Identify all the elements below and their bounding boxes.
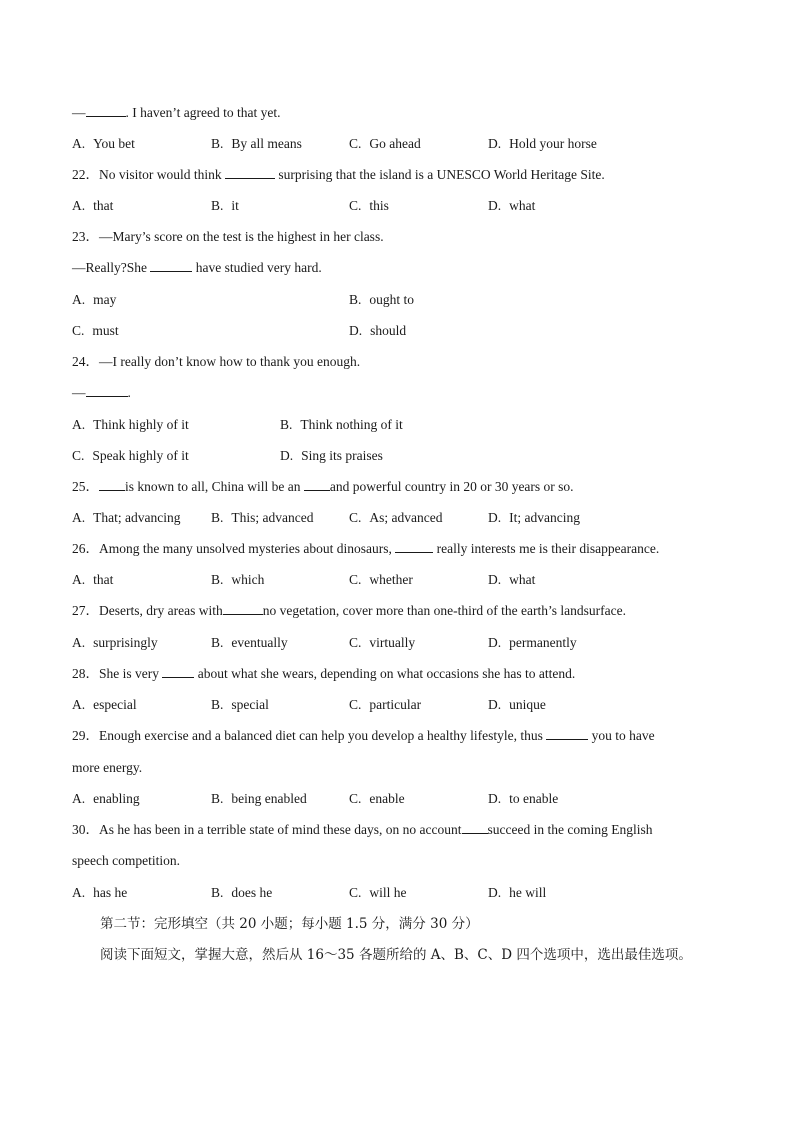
option-c: C. Go ahead [349, 136, 421, 151]
option-b: B. it [211, 198, 239, 213]
option-c: C. As; advanced [349, 510, 443, 525]
answer-blank [162, 665, 194, 678]
question-26-stem: 26．Among the many unsolved mysteries about dinosaurs, really interests me is their disappearance. [72, 541, 660, 556]
answer-blank [546, 727, 588, 740]
option-d: D. It; advancing [488, 510, 580, 525]
option-b: B. This; advanced [211, 510, 314, 525]
option-c: C. whether [349, 572, 413, 587]
option-c: C. particular [349, 697, 422, 712]
answer-blank [223, 602, 263, 615]
option-a: A. has he [72, 885, 128, 900]
option-d: D. permanently [488, 635, 577, 650]
option-c: C. must [72, 323, 119, 338]
question-25-stem: 25． is known to all, China will be an and powerful country in 20 or 30 years or so. [72, 479, 574, 494]
option-a: A. that [72, 572, 114, 587]
option-d: D. should [349, 323, 407, 338]
question-27-stem: 27．Deserts, dry areas with no vegetation, cover more than one-third of the earth’s landsurface. [72, 603, 626, 618]
question-28-stem: 28．She is very about what she wears, depending on what occasions she has to attend. [72, 666, 576, 681]
option-d: D. what [488, 572, 536, 587]
question-text: . I haven’t agreed to that yet. [125, 105, 281, 120]
option-d: D. Sing its praises [280, 448, 383, 463]
option-a: A. especial [72, 697, 137, 712]
option-c: C. will he [349, 885, 407, 900]
question-24-line2: — . [72, 385, 131, 400]
option-c: C. this [349, 198, 389, 213]
section-heading: 第二节：完形填空（共 20 小题；每小题 1.5 分，满分 30 分） [100, 916, 479, 932]
option-b: B. special [211, 697, 269, 712]
answer-blank [86, 104, 126, 117]
question-30-stem: 30．As he has been in a terrible state of mind these days, on no account succeed in the coming English [72, 822, 653, 837]
option-c: C. enable [349, 791, 405, 806]
option-b: B. does he [211, 885, 273, 900]
question-22-stem: 22．No visitor would think surprising that the island is a UNESCO World Heritage Site. [72, 167, 605, 182]
option-b: B. being enabled [211, 791, 307, 806]
section-instruction: 阅读下面短文，掌握大意，然后从 16～35 各题所给的 A、B、C、D 四个选项中，选出最佳选项。 [100, 947, 692, 963]
option-d: D. to enable [488, 791, 559, 806]
option-b: B. which [211, 572, 265, 587]
option-b: B. eventually [211, 635, 288, 650]
option-a: A. that [72, 198, 114, 213]
question-23-line2: —Really?She have studied very hard. [72, 260, 322, 275]
dash: — [72, 105, 86, 120]
question-29-stem: 29．Enough exercise and a balanced diet can help you develop a healthy lifestyle, thus you to have [72, 728, 655, 743]
option-a: A. enabling [72, 791, 140, 806]
option-a: A. That; advancing [72, 510, 181, 525]
option-c: C. virtually [349, 635, 416, 650]
option-a: A. surprisingly [72, 635, 158, 650]
option-d: D. what [488, 198, 536, 213]
option-d: D. he will [488, 885, 547, 900]
option-b: B. Think nothing of it [280, 417, 403, 432]
option-d: D. unique [488, 697, 546, 712]
answer-blank [462, 821, 488, 834]
question-29-line2: more energy. [72, 760, 143, 775]
answer-blank [304, 478, 330, 491]
option-b: B. By all means [211, 136, 302, 151]
option-a: A. may [72, 292, 117, 307]
answer-blank [150, 259, 192, 272]
option-a: A. You bet [72, 136, 135, 151]
question-24-stem: 24．—I really don’t know how to thank you enough. [72, 354, 361, 369]
answer-blank [86, 384, 128, 397]
question-30-line2: speech competition. [72, 853, 180, 868]
option-b: B. ought to [349, 292, 415, 307]
answer-blank [395, 540, 433, 553]
question-23-stem: 23．—Mary’s score on the test is the highest in her class. [72, 229, 384, 244]
option-c: C. Speak highly of it [72, 448, 189, 463]
question-21-stem [72, 104, 280, 122]
answer-blank [225, 166, 275, 179]
option-a: A. Think highly of it [72, 417, 189, 432]
option-d: D. Hold your horse [488, 136, 597, 151]
answer-blank [99, 478, 125, 491]
